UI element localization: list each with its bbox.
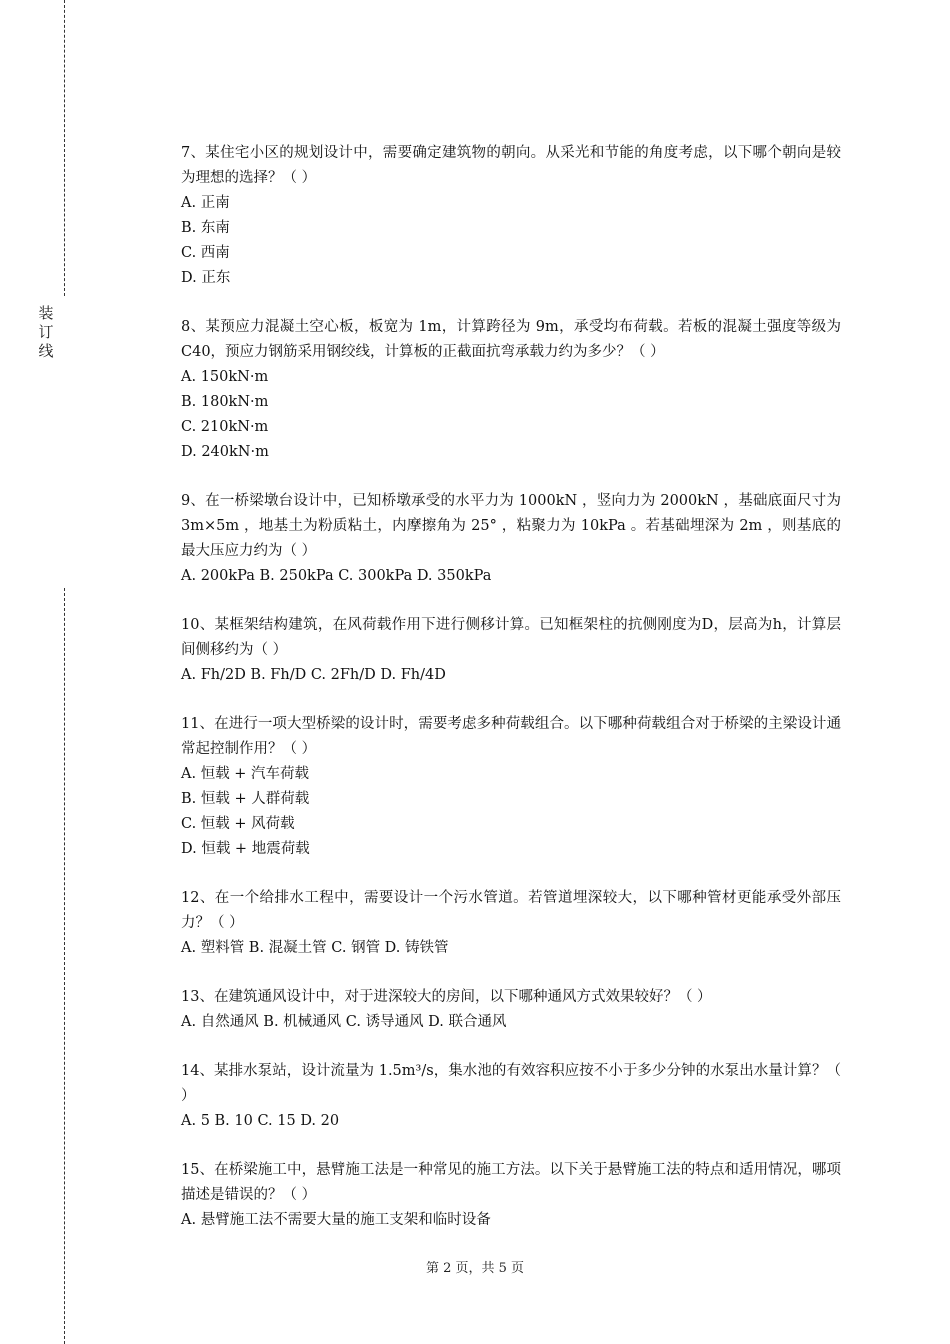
options-line: A. 5 B. 10 C. 15 D. 20 <box>181 1113 340 1129</box>
question-14 <box>181 1059 841 1134</box>
option-c: C. 210kN·m <box>181 419 269 435</box>
option-a: A. 150kN·m <box>181 369 269 385</box>
option-c: C. 西南 <box>181 245 230 261</box>
question-13 <box>181 985 841 1035</box>
options-line: A. Fh/2D B. Fh/D C. 2Fh/D D. Fh/4D <box>181 667 446 683</box>
binding-dashed-line-top <box>64 0 65 296</box>
question-stem: 10、某框架结构建筑，在风荷载作用下进行侧移计算。已知框架柱的抗侧刚度为D，层高为h，计算层间侧移约为（ ） <box>181 617 841 658</box>
option-b: B. 东南 <box>181 220 230 236</box>
question-10 <box>181 613 841 688</box>
question-stem: 13、在建筑通风设计中，对于进深较大的房间，以下哪种通风方式效果较好？（ ） <box>181 989 712 1005</box>
option-d: D. 恒载 + 地震荷载 <box>181 841 310 857</box>
binding-label-char: 订 <box>38 323 54 341</box>
options-line: A. 200kPa B. 250kPa C. 300kPa D. 350kPa <box>181 568 492 584</box>
question-stem: 7、某住宅小区的规划设计中，需要确定建筑物的朝向。从采光和节能的角度考虑，以下哪个朝向是较为理想的选择？（ ） <box>181 145 841 186</box>
option-a: A. 正南 <box>181 195 230 211</box>
question-7 <box>181 141 841 291</box>
question-11 <box>181 712 841 862</box>
question-stem: 8、某预应力混凝土空心板，板宽为 1m，计算跨径为 9m，承受均布荷载。若板的混凝土强度等级为 C40，预应力钢筋采用钢绞线，计算板的正截面抗弯承载力约为多少？（ ） <box>181 319 841 360</box>
question-stem: 11、在进行一项大型桥梁的设计时，需要考虑多种荷载组合。以下哪种荷载组合对于桥梁的主梁设计通常起控制作用？（ ） <box>181 716 841 757</box>
option-d: D. 正东 <box>181 270 231 286</box>
binding-line-label <box>36 304 56 361</box>
question-stem: 9、在一桥梁墩台设计中，已知桥墩承受的水平力为 1000kN ，竖向力为 2000kN ，基础底面尺寸为 3m×5m ，地基土为粉质粘土，内摩擦角为 25° ，粘聚力为 10kPa 。若基础埋深为 2m ，则基底的最大压应力约为（ ） <box>181 493 841 559</box>
binding-label-char: 线 <box>38 342 54 360</box>
option-a: A. 恒载 + 汽车荷载 <box>181 766 310 782</box>
question-8 <box>181 315 841 465</box>
question-15 <box>181 1158 841 1233</box>
option-b: B. 恒载 + 人群荷载 <box>181 791 310 807</box>
question-stem: 15、在桥梁施工中，悬臂施工法是一种常见的施工方法。以下关于悬臂施工法的特点和适用情况，哪项描述是错误的？（ ） <box>181 1162 841 1203</box>
question-stem: 12、在一个给排水工程中，需要设计一个污水管道。若管道埋深较大，以下哪种管材更能承受外部压力？（ ） <box>181 890 841 931</box>
options-line: A. 自然通风 B. 机械通风 C. 诱导通风 D. 联合通风 <box>181 1014 507 1030</box>
page-number: 第 2 页，共 5 页 <box>425 1261 525 1276</box>
option-b: B. 180kN·m <box>181 394 269 410</box>
question-stem: 14、某排水泵站，设计流量为 1.5m³/s，集水池的有效容积应按不小于多少分钟的水泵出水量计算？（ ） <box>181 1063 841 1104</box>
question-9 <box>181 489 841 589</box>
option-d: D. 240kN·m <box>181 444 269 460</box>
binding-dashed-line-bottom <box>64 588 65 1344</box>
option-c: C. 恒载 + 风荷载 <box>181 816 295 832</box>
options-line: A. 塑料管 B. 混凝土管 C. 钢管 D. 铸铁管 <box>181 940 449 956</box>
binding-label-char: 装 <box>38 304 54 322</box>
question-list <box>181 141 841 1257</box>
question-12 <box>181 886 841 961</box>
option-a: A. 悬臂施工法不需要大量的施工支架和临时设备 <box>181 1212 491 1228</box>
